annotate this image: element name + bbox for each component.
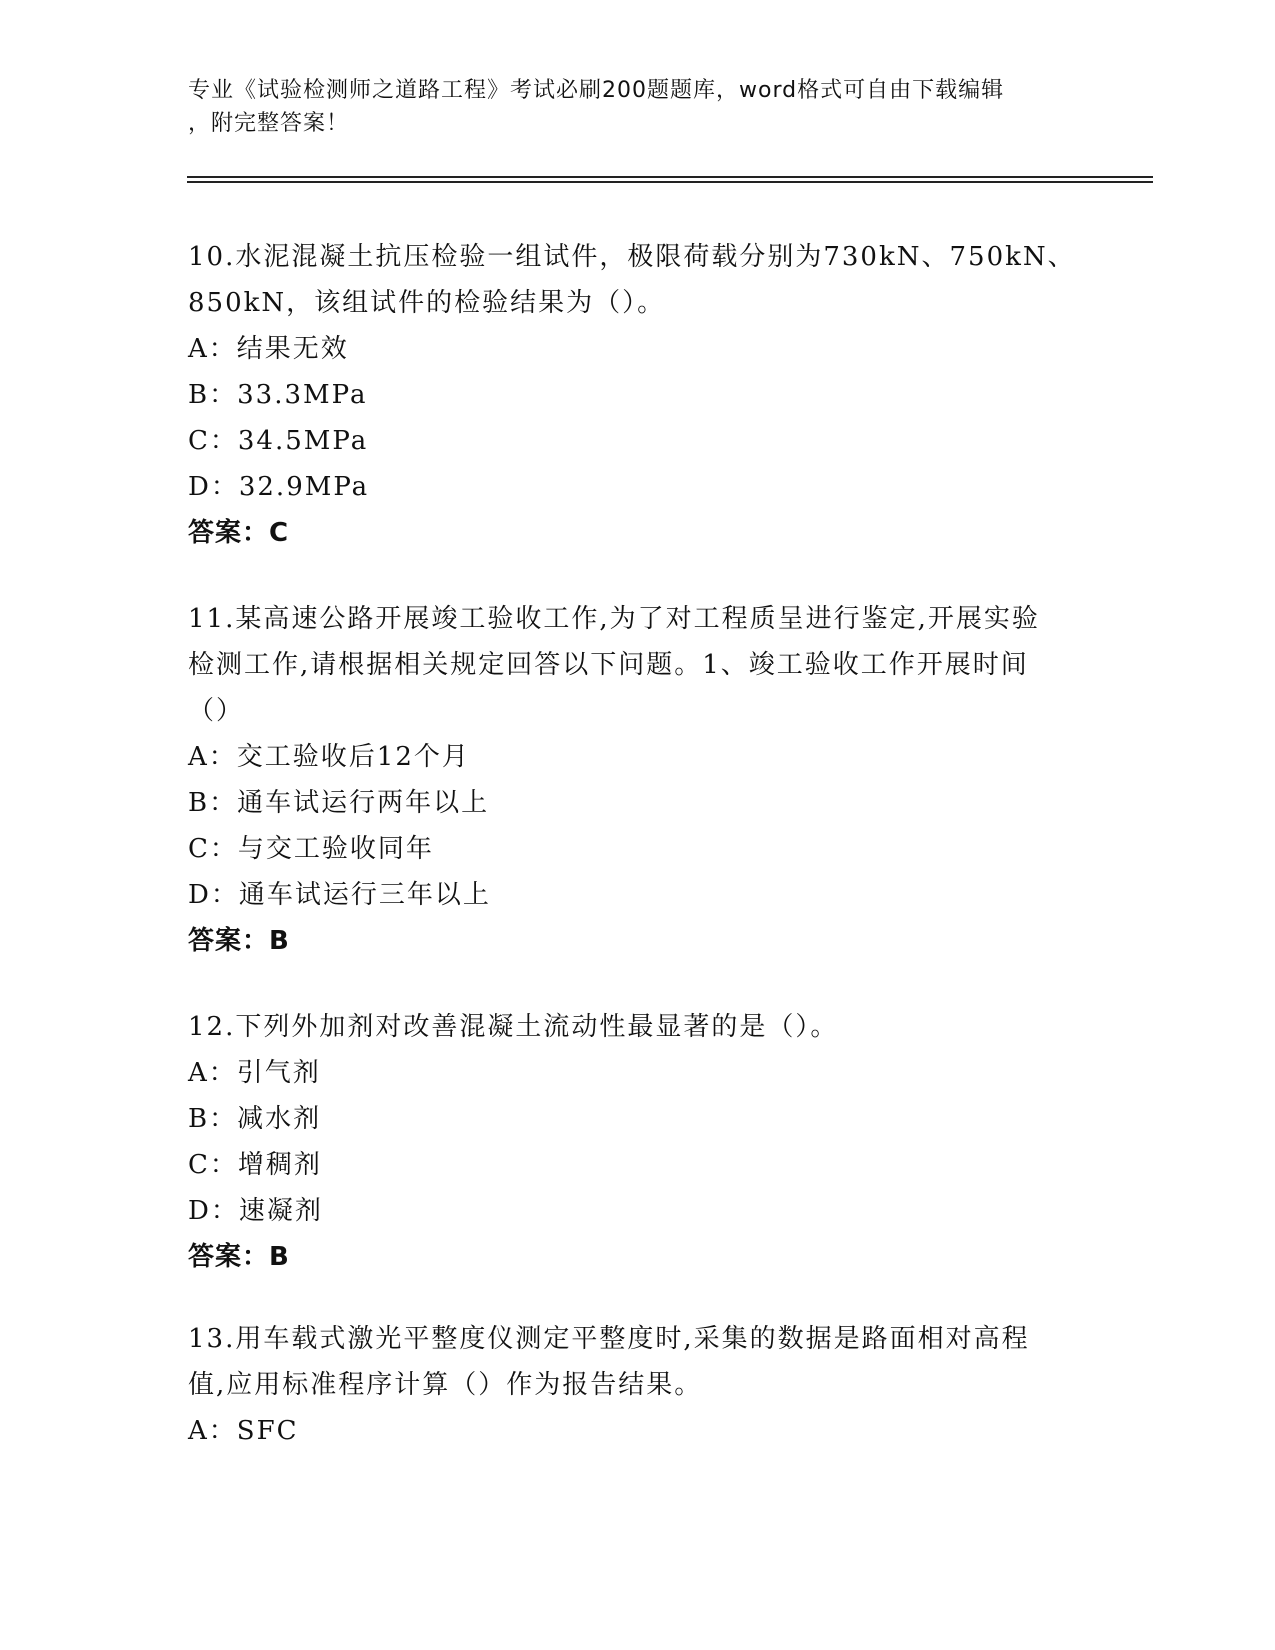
option-d: D：通车试运行三年以上 bbox=[188, 880, 491, 910]
option-a: A：交工验收后12个月 bbox=[188, 742, 470, 772]
question-stem-line: （） bbox=[188, 696, 245, 726]
header-divider-bottom bbox=[187, 181, 1153, 183]
option-a: A：SFC bbox=[188, 1416, 299, 1446]
question-stem-line: 850kN，该组试件的检验结果为（）。 bbox=[188, 288, 666, 318]
question-12 bbox=[188, 1004, 1083, 1280]
question-stem-line: 11.某高速公路开展竣工验收工作,为了对工程质呈进行鉴定,开展实验 bbox=[188, 604, 1040, 634]
option-c: C：34.5MPa bbox=[188, 426, 369, 456]
answer-label: 答案：B bbox=[188, 1242, 290, 1272]
option-c: C：与交工验收同年 bbox=[188, 834, 434, 864]
header-divider-top bbox=[187, 176, 1153, 178]
option-b: B：减水剂 bbox=[188, 1104, 322, 1134]
option-d: D：32.9MPa bbox=[188, 472, 370, 502]
question-13 bbox=[188, 1316, 1083, 1454]
question-11 bbox=[188, 596, 1083, 964]
header-line-2: ，附完整答案！ bbox=[188, 111, 350, 136]
option-b: B：33.3MPa bbox=[188, 380, 368, 410]
answer-label: 答案：B bbox=[188, 926, 290, 956]
document-header bbox=[188, 74, 1068, 140]
question-stem-line: 值,应用标准程序计算（）作为报告结果。 bbox=[188, 1370, 703, 1400]
option-a: A：结果无效 bbox=[188, 334, 349, 364]
option-c: C：增稠剂 bbox=[188, 1150, 322, 1180]
option-a: A：引气剂 bbox=[188, 1058, 321, 1088]
answer-label: 答案：C bbox=[188, 518, 290, 548]
question-stem-line: 10.水泥混凝土抗压检验一组试件，极限荷载分别为730kN、750kN、 bbox=[188, 242, 1076, 272]
header-line-1: 专业《试验检测师之道路工程》考试必刷200题题库，word格式可自由下载编辑 bbox=[188, 78, 1005, 103]
question-stem-line: 13.用车载式激光平整度仪测定平整度时,采集的数据是路面相对高程 bbox=[188, 1324, 1030, 1354]
option-d: D：速凝剂 bbox=[188, 1196, 323, 1226]
question-stem-line: 检测工作,请根据相关规定回答以下问题。1、竣工验收工作开展时间 bbox=[188, 650, 1029, 680]
question-stem-line: 12.下列外加剂对改善混凝土流动性最显著的是（）。 bbox=[188, 1012, 839, 1042]
question-10 bbox=[188, 234, 1083, 556]
option-b: B：通车试运行两年以上 bbox=[188, 788, 490, 818]
